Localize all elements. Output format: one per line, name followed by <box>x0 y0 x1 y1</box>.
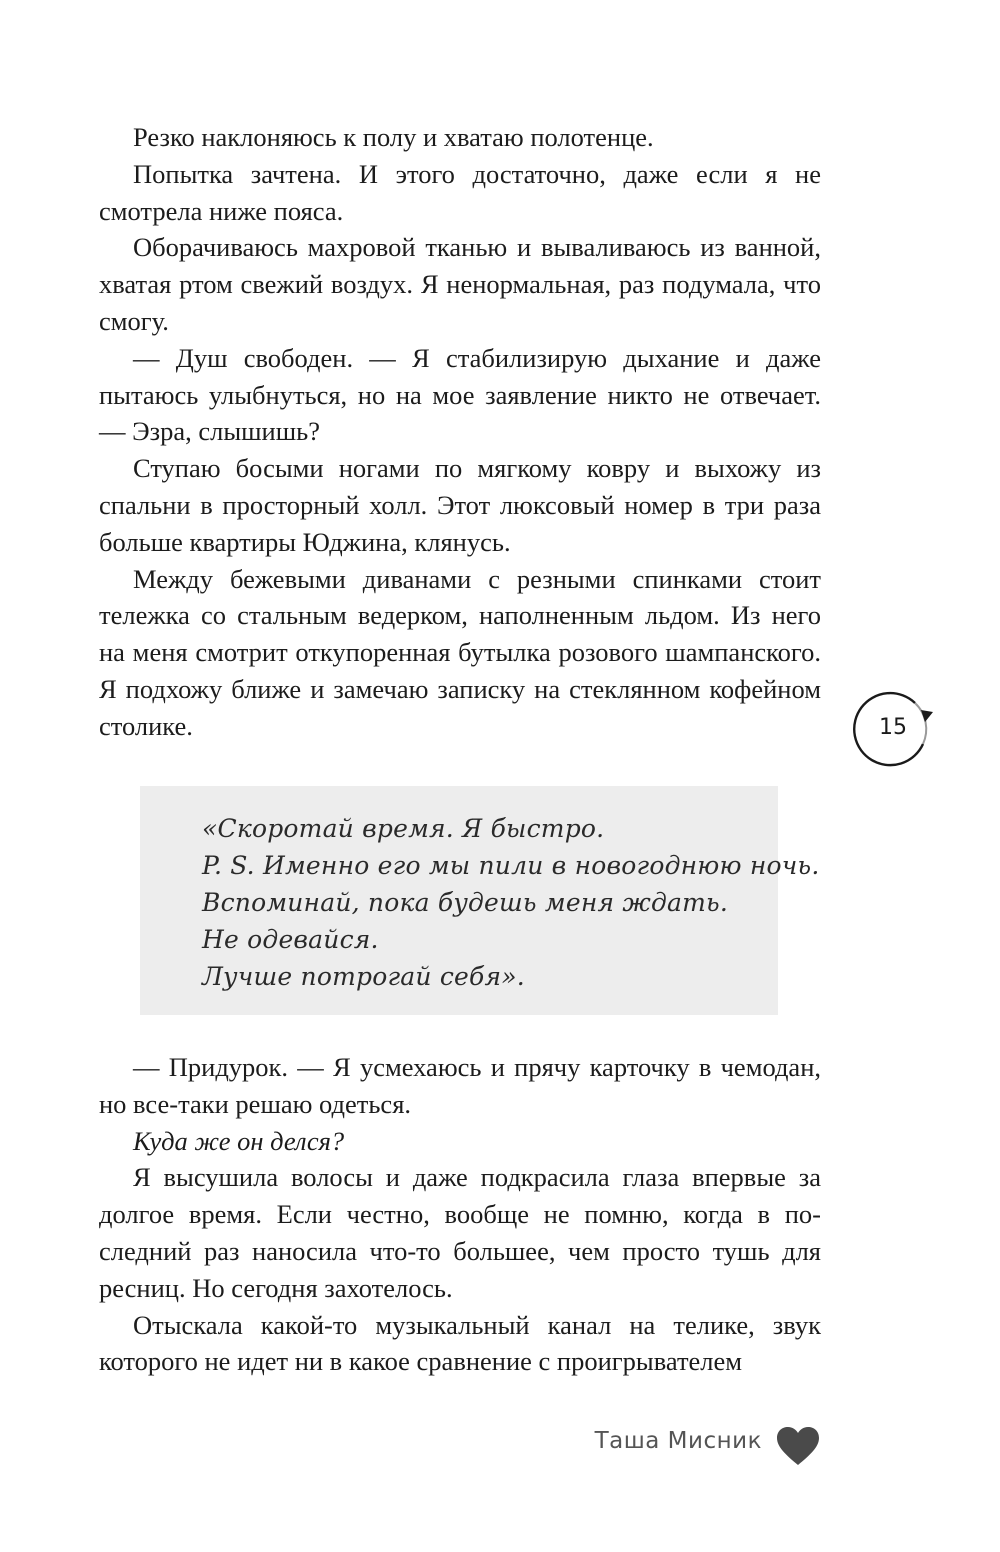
paragraph: Резко наклоняюсь к полу и хватаю полотенце. <box>133 122 654 152</box>
paragraph: Отыскала какой-то музыкальный канал на телике, звук которого не идет ни в какое сравнение с проигрывателем <box>99 1309 821 1377</box>
paragraph: — Душ свободен. — Я стабилизирую дыхание и даже пытаюсь улыбнуться, но на мое заявление никто не отвечает. — Эзра, слышишь? <box>99 342 821 447</box>
note-card <box>140 786 820 1015</box>
heart-icon <box>776 1426 820 1466</box>
note-line: «Скоротай время. Я быстро. <box>202 814 605 843</box>
note-line: Не одевайся. <box>202 925 379 954</box>
paragraph: Оборачиваюсь махровой тканью и вываливаюсь из ванной, хватая ртом свежий воздух. Я ненормальная, раз подумала, что смогу. <box>99 232 821 336</box>
note-line: P. S. Именно его мы пили в новогоднюю ночь. <box>202 851 820 880</box>
body-text-bottom <box>99 1049 821 1380</box>
note-line: Лучше потрогай себя». <box>202 962 525 991</box>
page-number: 15 <box>879 715 907 740</box>
paragraph: — Придурок. — Я усмехаюсь и прячу карточку в чемодан, но все-таки решаю одеться. <box>99 1052 821 1119</box>
author-name: Таша Мисник <box>594 1428 762 1454</box>
paragraph: Ступаю босыми ногами по мягкому ковру и выхожу из спальни в просторный холл. Этот люксовый номер в три раза больше квартиры Юджина, клянусь. <box>99 453 821 557</box>
page-number-badge <box>853 688 933 768</box>
paragraph: Между бежевыми диванами с резными спинками стоит тележка со стальным ведерком, наполненным льдом. Из него на меня смотрит откупоренная бутылка розового шампанского. Я подхожу ближе и замечаю записку на стеклянном кофейном столике. <box>99 563 821 741</box>
paragraph-italic-thought: Куда же он делся? <box>133 1125 345 1156</box>
note-text <box>202 810 819 995</box>
body-text-top <box>99 119 821 745</box>
paragraph: Я высушила волосы и даже подкрасила глаза впервые за долгое время. Если честно, вообще не помню, когда в последний раз наносила что-то большее, чем просто тушь для ресниц. Но сегодня захотелось. <box>99 1162 821 1303</box>
paragraph: Попытка зачтена. И этого достаточно, даже если я не смотрела ниже пояса. <box>99 158 821 226</box>
note-line: Вспоминай, пока будешь меня ждать. <box>202 888 729 917</box>
